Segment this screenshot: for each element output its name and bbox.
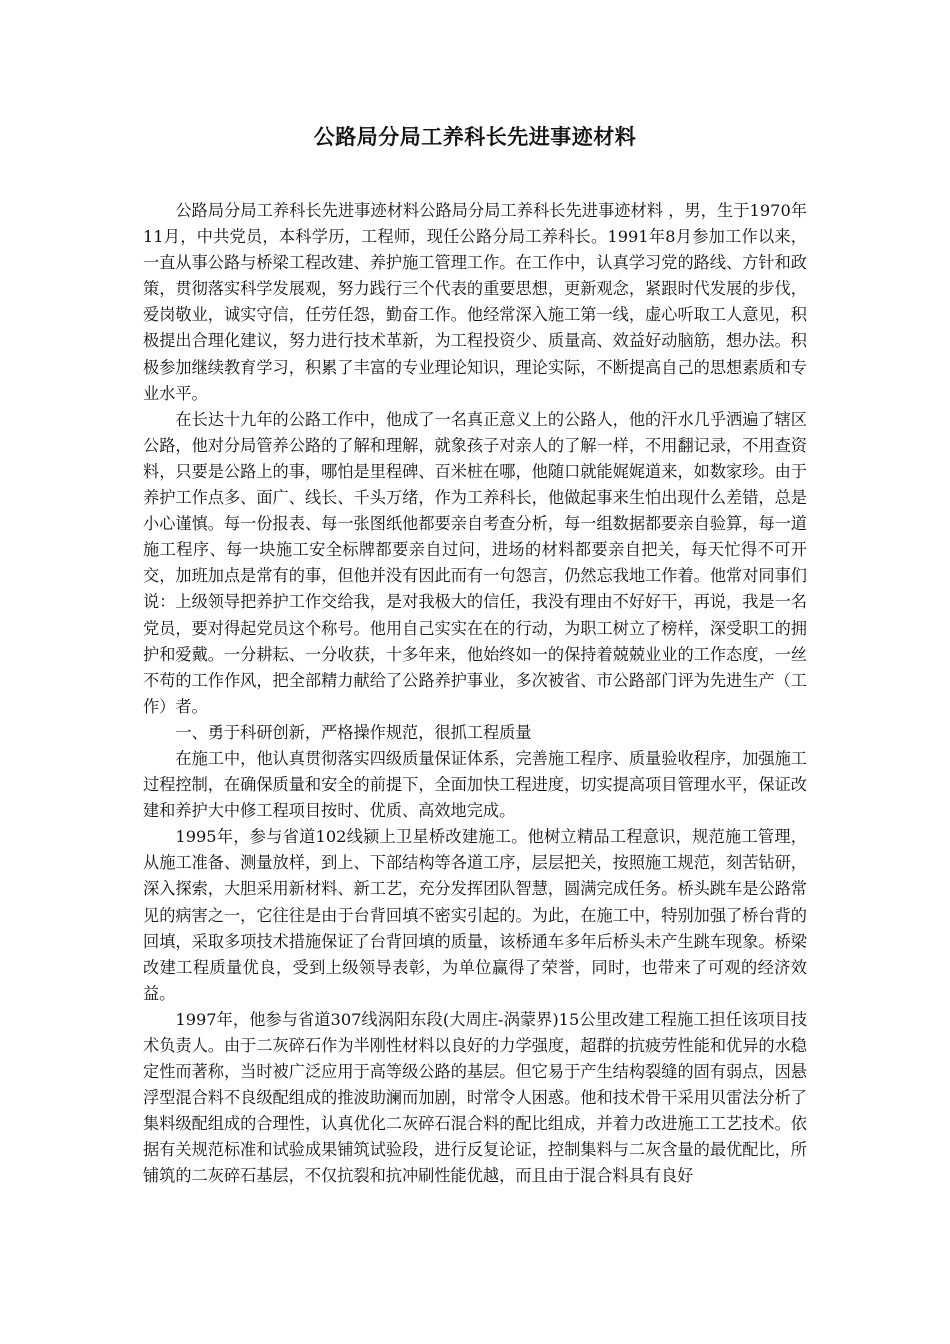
paragraph: 在施工中，他认真贯彻落实四级质量保证体系，完善施工程序、质量验收程序，加强施工过程控制，在确保质量和安全的前提下，全面加快工程进度，切实提高项目管理水平，保证改建和养护大中修工程项目按时、优质、高效地完成。 <box>143 748 807 821</box>
paragraph: 在长达十九年的公路工作中，他成了一名真正意义上的公路人，他的汗水几乎洒遍了辖区公路，他对分局管养公路的了解和理解，就象孩子对亲人的了解一样，不用翻记录，不用查资料，只要是公路上的事，哪怕是里程碑、百米桩在哪，他随口就能娓娓道来，如数家珍。由于养护工作点多、面广、线长、千头万绪，作为工养科长，他做起事来生怕出现什么差错，总是小心谨慎。每一份报表、每一张图纸他都要亲自考查分析，每一组数据都要亲自验算，每一道施工程序、每一块施工安全标牌都要亲自过问，进场的材料都要亲自把关，每天忙得不可开交，加班加点是常有的事，但他并没有因此而有一句怨言，仍然忘我地工作着。他常对同事们说：上级领导把养护工作交给我，是对我极大的信任，我没有理由不好好干，再说，我是一名党员，要对得起党员这个称号。他用自己实实在在的行动，为职工树立了榜样，深受职工的拥护和爱戴。一分耕耘、一分收获，十多年来，他始终如一的保持着兢兢业业的工作态度，一丝不苟的工作作风，把全部精力献给了公路养护事业，多次被省、市公路部门评为先进生产（工作）者。 <box>143 409 807 716</box>
paragraph: 1997年，他参与省道307线涡阳东段(大周庄-涡蒙界)15公里改建工程施工担任该项目技术负责人。由于二灰碎石作为半刚性材料以良好的力学强度，超群的抗疲劳性能和优异的水稳定性而著称，当时被广泛应用于高等级公路的基层。但它易于产生结构裂缝的固有弱点，因悬浮型混合料不良级配组成的推波助澜而加剧，时常令人困惑。他和技术骨干采用贝雷法分析了集料级配组成的合理性，认真优化二灰碎石混合料的配比组成，并着力改进施工工艺技术。依据有关规范标准和试验成果铺筑试验段，进行反复论证，控制集料与二灰含量的最优配比，所铺筑的二灰碎石基层，不仅抗裂和抗冲刷性能优越，而且由于混合料具有良好 <box>143 1009 807 1186</box>
document-body <box>143 198 807 1190</box>
document-title: 公路局分局工养科长先进事迹材料 <box>313 125 637 149</box>
paragraph: 公路局分局工养科长先进事迹材料公路局分局工养科长先进事迹材料 ，男，生于1970年11月，中共党员，本科学历，工程师，现任公路分局工养科长。1991年8月参加工作以来，一直从事公路与桥梁工程改建、养护施工管理工作。在工作中，认真学习党的路线、方针和政策，贯彻落实科学发展观，努力践行三个代表的重要思想，更新观念，紧跟时代发展的步伐，爱岗敬业，诚实守信，任劳任怨，勤奋工作。他经常深入施工第一线，虚心听取工人意见，积极提出合理化建议，努力进行技术革新，为工程投资少、质量高、效益好动脑筋，想办法。积极参加继续教育学习，积累了丰富的专业理论知识，理论实际，不断提高自己的思想素质和专业水平。 <box>143 201 807 403</box>
section-heading: 一、勇于科研创新，严格操作规范，很抓工程质量 <box>175 722 532 742</box>
paragraph: 1995年，参与省道102线颍上卫星桥改建施工。他树立精品工程意识，规范施工管理，从施工准备、测量放样，到上、下部结构等各道工序，层层把关，按照施工规范，刻苦钻研，深入探索，大胆采用新材料、新工艺，充分发挥团队智慧，圆满完成任务。桥头跳车是公路常见的病害之一，它往往是由于台背回填不密实引起的。为此，在施工中，特别加强了桥台背的回填，采取多项技术措施保证了台背回填的质量，该桥通车多年后桥头未产生跳车现象。桥梁改建工程质量优良，受到上级领导表彰，为单位赢得了荣誉，同时，也带来了可观的经济效益。 <box>143 827 807 1003</box>
